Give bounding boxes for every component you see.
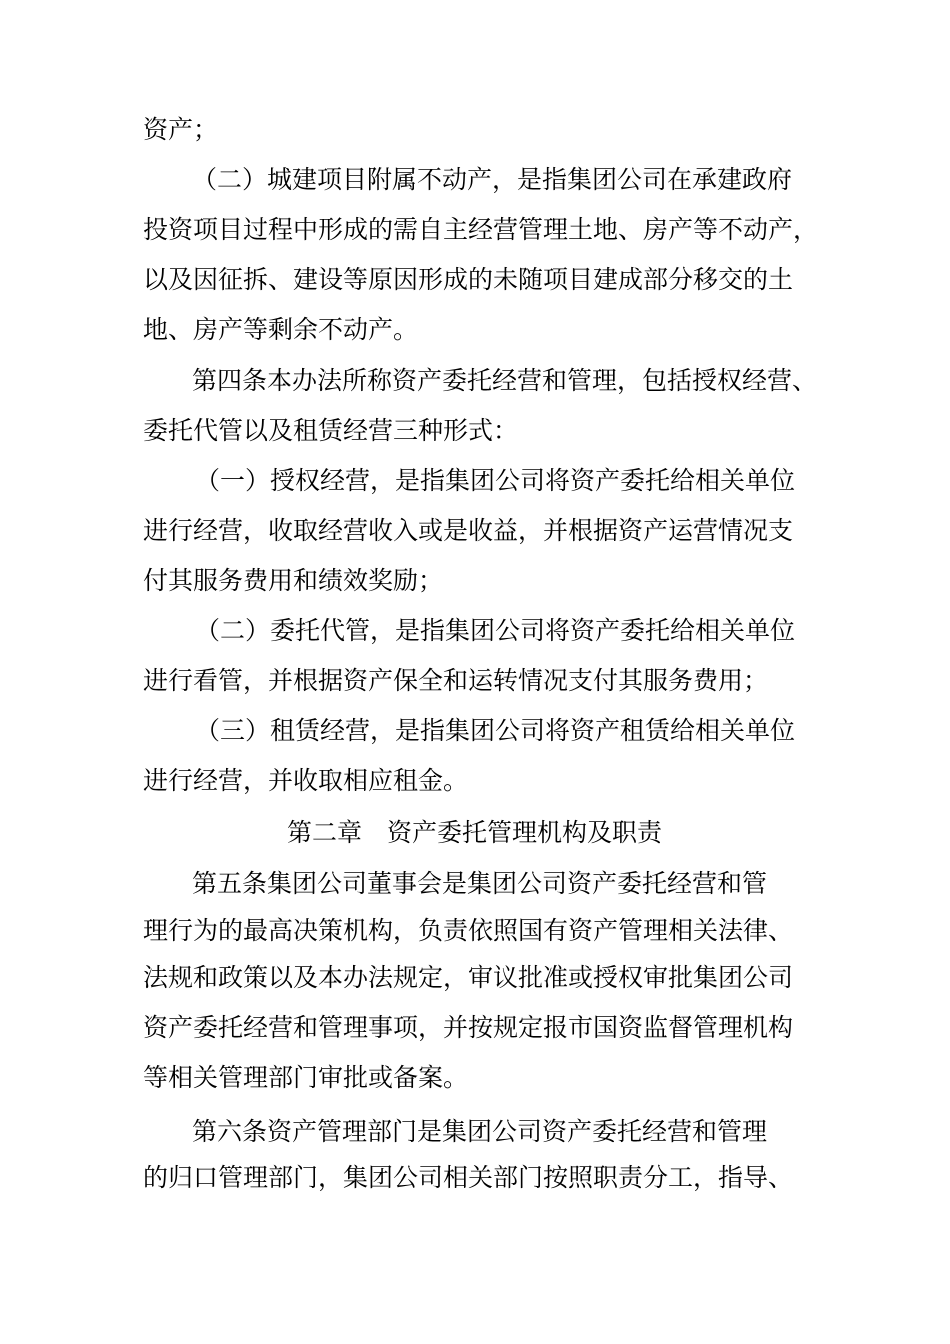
article-5-text: 第五条集团公司董事会是集团公司资产委托经营和管 (192, 869, 768, 898)
body-text-line: 委托代管以及租赁经营三种形式： (143, 416, 519, 445)
body-text-line: 地、房产等剩余不动产。 (143, 315, 419, 344)
body-text-line: 的归口管理部门，集团公司相关部门按照职责分工，指导、 (143, 1163, 794, 1192)
body-text-line: 等相关管理部门审批或备案。 (143, 1063, 469, 1092)
body-text-line: 投资项目过程中形成的需自主经营管理土地、房产等不动产， (143, 215, 819, 244)
body-text-line: 进行看管，并根据资产保全和运转情况支付其服务费用； (143, 666, 769, 695)
body-text-line: 资产委托经营和管理事项，并按规定报市国资监督管理机构 (143, 1013, 794, 1042)
body-text-line: 付其服务费用和绩效奖励； (143, 566, 444, 595)
chapter-heading: 第二章 资产委托管理机构及职责 (287, 818, 663, 847)
body-text-line: 资产； (143, 115, 219, 144)
body-text-line: 理行为的最高决策机构，负责依照国有资产管理相关法律、 (143, 916, 794, 945)
body-text-line: 以及因征拆、建设等原因形成的未随项目建成部分移交的土 (143, 265, 794, 294)
body-text-line: 进行经营，收取经营收入或是收益，并根据资产运营情况支 (143, 516, 794, 545)
body-text-line: （二）委托代管，是指集团公司将资产委托给相关单位 (195, 616, 796, 645)
article-4-text: 第四条本办法所称资产委托经营和管理，包括授权经营、 (192, 366, 818, 395)
body-text-line: （二）城建项目附属不动产，是指集团公司在承建政府 (192, 165, 793, 194)
article-6-text: 第六条资产管理部门是集团公司资产委托经营和管理 (192, 1117, 768, 1146)
body-text-line: 进行经营，并收取相应租金。 (143, 766, 469, 795)
body-text-line: （三）租赁经营，是指集团公司将资产租赁给相关单位 (195, 716, 796, 745)
body-text-line: （一）授权经营，是指集团公司将资产委托给相关单位 (195, 466, 796, 495)
body-text-line: 法规和政策以及本办法规定，审议批准或授权审批集团公司 (143, 963, 794, 992)
